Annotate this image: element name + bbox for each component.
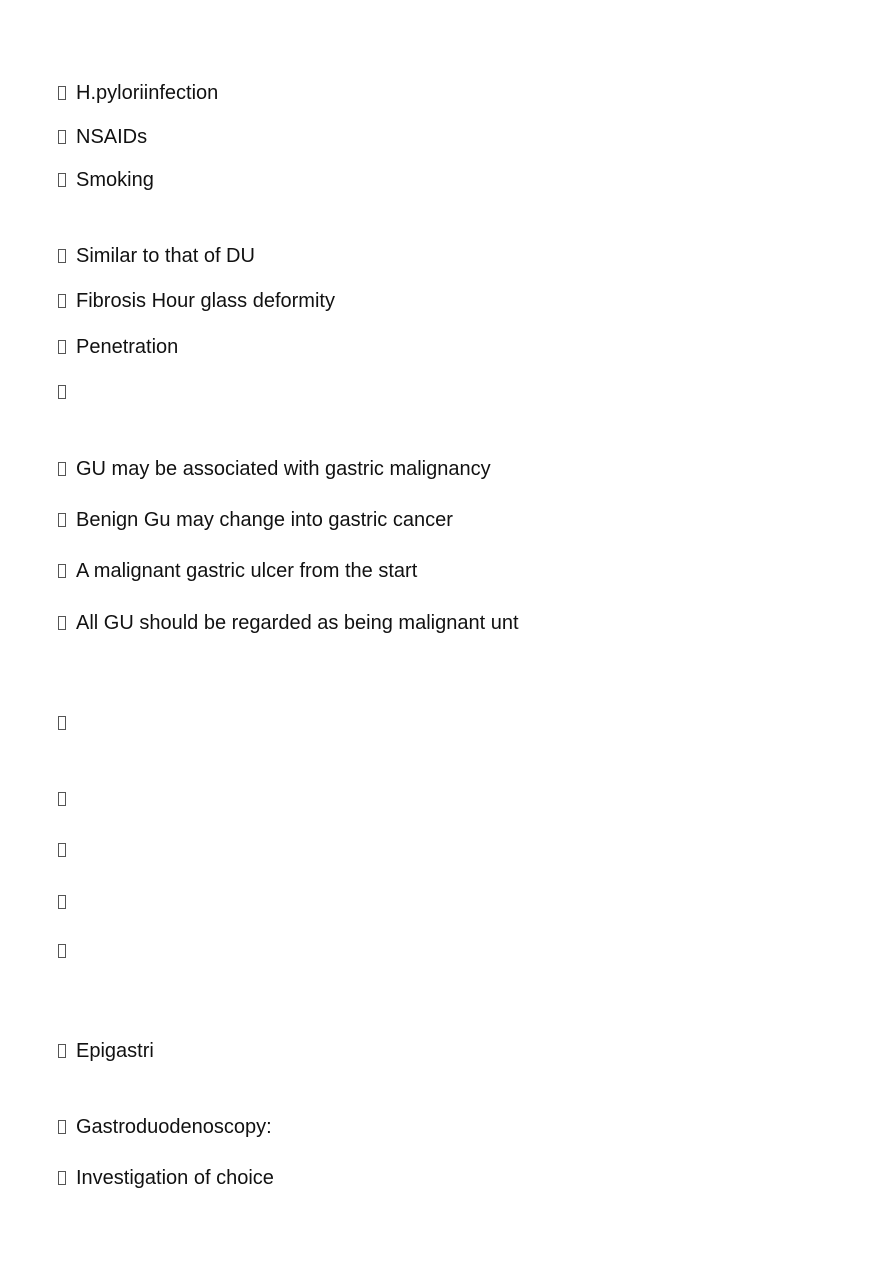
- list-item-text: GU may be associated with gastric malignancy: [76, 458, 491, 480]
- list-item-text: Benign Gu may change into gastric cancer: [76, 509, 453, 531]
- list-item: [56, 610, 519, 636]
- list-item: [56, 889, 76, 915]
- bullet-icon: [58, 895, 66, 909]
- list-item-text: Investigation of choice: [76, 1167, 274, 1189]
- bullet-icon: [58, 130, 66, 144]
- list-item-text: Gastroduodenoscopy:: [76, 1116, 272, 1138]
- bullet-icon: [58, 294, 66, 308]
- list-item-text: A malignant gastric ulcer from the start: [76, 560, 418, 582]
- list-item-text: All GU should be regarded as being malignant unt: [76, 612, 519, 634]
- list-item: [56, 938, 76, 964]
- bullet-icon: [58, 616, 66, 630]
- list-item-text: Similar to that of DU: [76, 245, 255, 267]
- bullet-icon: [58, 564, 66, 578]
- list-item: [56, 124, 147, 150]
- bullet-icon: [58, 843, 66, 857]
- bullet-icon: [58, 86, 66, 100]
- bullet-icon: [58, 173, 66, 187]
- bullet-icon: [58, 1171, 66, 1185]
- list-item: [56, 786, 76, 812]
- list-item: [56, 1038, 154, 1064]
- list-item-text: Smoking: [76, 169, 154, 191]
- list-item: [56, 1165, 274, 1191]
- bullet-icon: [58, 340, 66, 354]
- bullet-icon: [58, 944, 66, 958]
- list-item: [56, 558, 417, 584]
- list-item: [56, 167, 154, 193]
- bullet-icon: [58, 716, 66, 730]
- list-item: [56, 379, 76, 405]
- list-item: [56, 288, 335, 314]
- bullet-icon: [58, 1120, 66, 1134]
- bullet-icon: [58, 462, 66, 476]
- list-item: [56, 837, 76, 863]
- list-item: [56, 243, 255, 269]
- list-item: [56, 507, 453, 533]
- list-item-text: H.pyloriinfection: [76, 82, 219, 104]
- bullet-icon: [58, 1044, 66, 1058]
- bullet-icon: [58, 792, 66, 806]
- list-item-text: Epigastri: [76, 1040, 154, 1062]
- bullet-icon: [58, 249, 66, 263]
- list-item: [56, 1114, 272, 1140]
- list-item: [56, 456, 491, 482]
- bullet-icon: [58, 385, 66, 399]
- list-item: [56, 334, 178, 360]
- list-item-text: Penetration: [76, 336, 179, 358]
- bullet-icon: [58, 513, 66, 527]
- list-item: [56, 80, 218, 106]
- list-item-text: Fibrosis Hour glass deformity: [76, 290, 335, 312]
- list-item: [56, 710, 76, 736]
- list-item-text: NSAIDs: [76, 126, 148, 148]
